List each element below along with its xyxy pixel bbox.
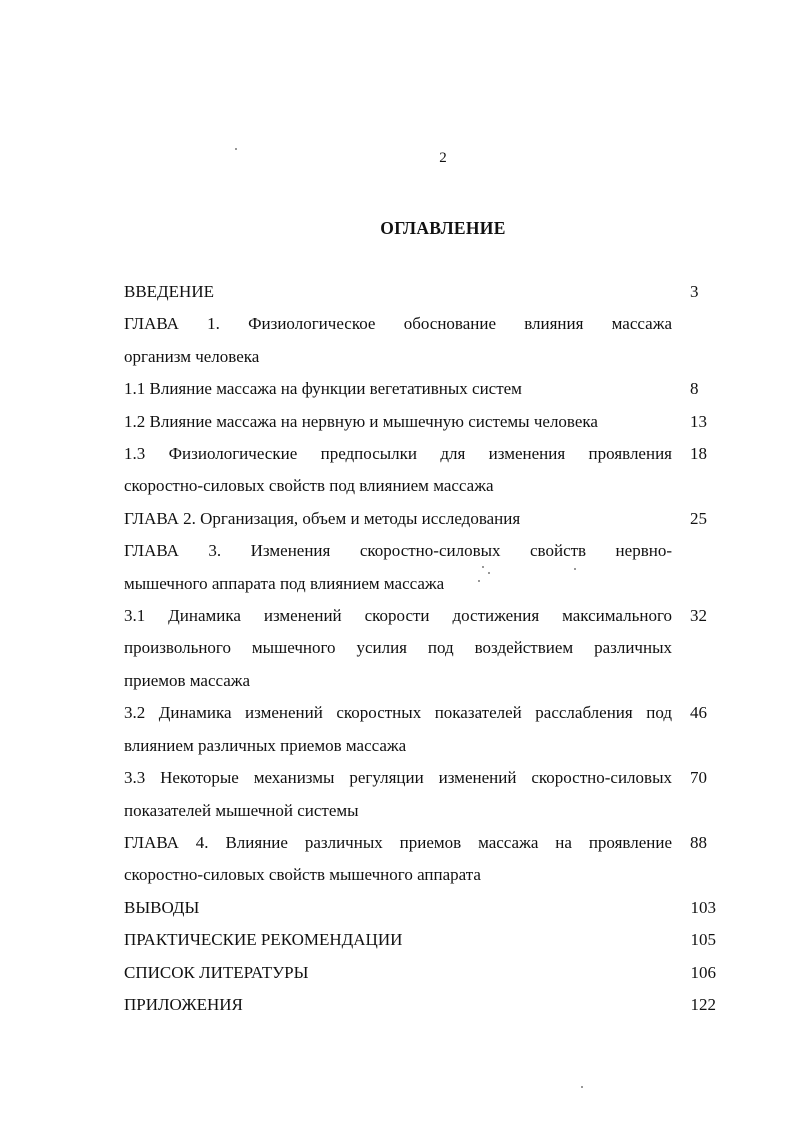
toc-entry-page: 8 bbox=[690, 379, 699, 399]
toc-entry-line: показателей мышечной системы bbox=[124, 800, 359, 820]
toc-entry-line: 1.3 Физиологические предпосылки для изменения проявления bbox=[124, 444, 672, 464]
toc-entry-line: 3.3 Некоторые механизмы регуляции изменений скоростно-силовых bbox=[124, 768, 672, 788]
toc-entry-line: ВВЕДЕНИЕ bbox=[124, 282, 214, 301]
toc-entry-chapter-3[interactable] bbox=[124, 535, 716, 600]
toc-entry-text bbox=[124, 276, 672, 308]
scan-speck bbox=[478, 580, 480, 582]
page-title: ОГЛАВЛЕНИЕ bbox=[380, 218, 506, 238]
toc-entry-line: ВЫВОДЫ bbox=[124, 897, 200, 917]
page-number: 2 bbox=[439, 150, 447, 166]
scan-speck bbox=[482, 566, 484, 568]
toc-entry-text bbox=[124, 600, 672, 697]
toc-entry-line: скоростно-силовых свойств мышечного аппарата bbox=[124, 865, 481, 885]
scan-speck bbox=[235, 148, 237, 150]
toc-entry-introduction[interactable] bbox=[124, 276, 716, 308]
toc-entry-appendices[interactable] bbox=[124, 989, 716, 1021]
toc-entry-line: ГЛАВА 1. Физиологическое обоснование влияния массажа bbox=[124, 314, 672, 334]
toc-entry-line: СПИСОК ЛИТЕРАТУРЫ bbox=[124, 962, 309, 982]
toc-entry-line: 1.1 Влияние массажа на функции вегетативных систем bbox=[124, 379, 522, 399]
toc-entry-section-1-2[interactable] bbox=[124, 406, 716, 438]
toc-entry-text bbox=[124, 438, 672, 503]
toc-entry-chapter-1[interactable] bbox=[124, 308, 716, 373]
scan-speck bbox=[574, 568, 576, 570]
toc-entry-chapter-2[interactable] bbox=[124, 503, 716, 535]
toc-entry-text bbox=[124, 503, 672, 535]
toc-entry-page: 13 bbox=[690, 411, 707, 431]
toc-entry-text bbox=[124, 827, 672, 892]
toc-entry-bibliography[interactable] bbox=[124, 957, 716, 989]
toc-entry-page: 3 bbox=[690, 282, 699, 301]
toc-entry-line: 3.2 Динамика изменений скоростных показателей расслабления под bbox=[124, 703, 672, 723]
toc-entry-line: ГЛАВА 4. Влияние различных приемов массажа на проявление bbox=[124, 832, 672, 852]
toc-entry-text bbox=[124, 308, 672, 373]
toc-entry-line: скоростно-силовых свойств под влиянием массажа bbox=[124, 476, 494, 496]
toc-entry-line: ГЛАВА 3. Изменения скоростно-силовых свойств нервно- bbox=[124, 541, 672, 561]
toc-entry-recommendations[interactable] bbox=[124, 924, 716, 956]
toc-entry-line: ПРАКТИЧЕСКИЕ РЕКОМЕНДАЦИИ bbox=[124, 930, 403, 950]
toc-entry-page: 70 bbox=[690, 768, 707, 788]
toc-entry-text bbox=[124, 535, 672, 600]
toc-entry-page: 46 bbox=[690, 703, 707, 723]
toc-entry-line: 1.2 Влияние массажа на нервную и мышечную системы человека bbox=[124, 411, 598, 431]
toc-entry-line: 3.1 Динамика изменений скорости достижения максимального bbox=[124, 606, 672, 626]
toc-entry-page: 122 bbox=[690, 994, 716, 1014]
toc-entry-page: 105 bbox=[690, 930, 716, 950]
toc-entry-line: мышечного аппарата под влиянием массажа bbox=[124, 573, 445, 593]
toc-entry-page: 103 bbox=[690, 897, 716, 917]
toc-entry-line: влиянием различных приемов массажа bbox=[124, 735, 407, 755]
toc-entry-line: ГЛАВА 2. Организация, объем и методы исследования bbox=[124, 508, 521, 528]
table-of-contents bbox=[124, 276, 716, 1021]
toc-entry-line: приемов массажа bbox=[124, 670, 251, 690]
toc-entry-text bbox=[124, 924, 672, 956]
toc-entry-page: 32 bbox=[690, 606, 707, 626]
toc-entry-section-3-1[interactable] bbox=[124, 600, 716, 697]
toc-entry-text bbox=[124, 762, 672, 827]
scan-speck bbox=[581, 1086, 583, 1088]
toc-entry-page: 106 bbox=[690, 962, 716, 982]
toc-entry-line: произвольного мышечного усилия под воздействием различных bbox=[124, 638, 672, 658]
toc-entry-section-1-3[interactable] bbox=[124, 438, 716, 503]
toc-entry-text bbox=[124, 406, 672, 438]
toc-entry-page: 88 bbox=[690, 832, 707, 852]
toc-entry-text bbox=[124, 892, 672, 924]
toc-entry-chapter-4[interactable] bbox=[124, 827, 716, 892]
scan-speck bbox=[488, 572, 490, 574]
toc-entry-page: 25 bbox=[690, 508, 707, 528]
toc-entry-text bbox=[124, 697, 672, 762]
toc-entry-line: организм человека bbox=[124, 346, 260, 366]
toc-entry-section-1-1[interactable] bbox=[124, 373, 716, 405]
toc-entry-section-3-2[interactable] bbox=[124, 697, 716, 762]
toc-entry-page: 18 bbox=[690, 444, 707, 464]
toc-entry-text bbox=[124, 957, 672, 989]
toc-entry-text bbox=[124, 373, 672, 405]
toc-entry-line: ПРИЛОЖЕНИЯ bbox=[124, 994, 243, 1014]
toc-entry-text bbox=[124, 989, 672, 1021]
toc-entry-section-3-3[interactable] bbox=[124, 762, 716, 827]
toc-entry-conclusions[interactable] bbox=[124, 892, 716, 924]
